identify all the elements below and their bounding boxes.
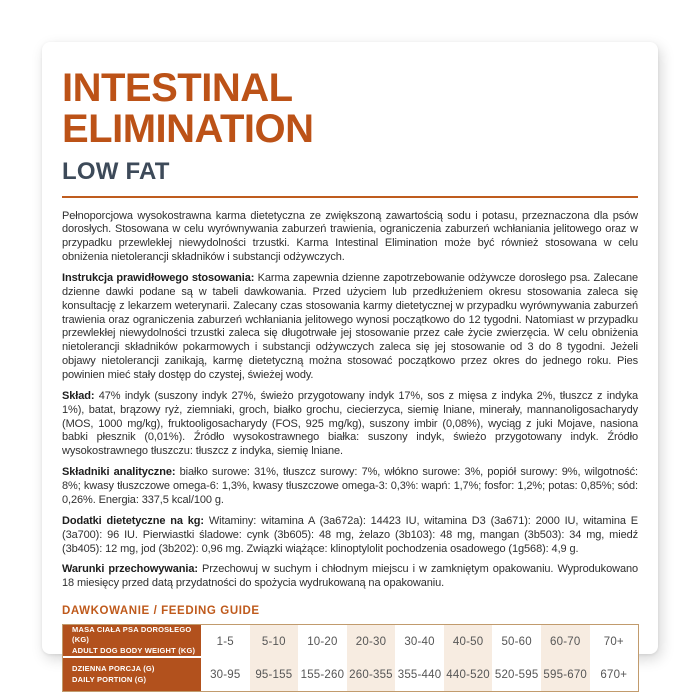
analytical-label: Składniki analityczne:	[62, 466, 176, 479]
portion-cell: 355-440	[395, 658, 444, 691]
weight-row-header-en: ADULT DOG BODY WEIGHT (KG)	[72, 645, 196, 655]
feeding-guide-heading: DAWKOWANIE / FEEDING GUIDE	[62, 605, 260, 618]
portion-row-header-pl: DZIENNA PORCJA (G)	[72, 664, 155, 674]
weight-cell: 5-10	[250, 625, 299, 658]
title-divider	[62, 196, 638, 198]
portion-cell: 260-355	[347, 658, 396, 691]
weight-cell: 60-70	[541, 625, 590, 658]
portion-cell: 670+	[590, 658, 639, 691]
weight-row-header	[63, 625, 201, 658]
weight-cell: 50-60	[492, 625, 541, 658]
weight-row-header-pl: MASA CIAŁA PSA DOROSŁEGO (KG)	[72, 624, 192, 645]
intro-text: Pełnoporcjowa wysokostrawna karma dietetyczna ze zwiększoną zawartością sodu i potasu, przeznaczona dla psów dorosłych. Stosowana w celu wyrównywania zaburzeń trawienia, ograniczenia zaburzeń wchłaniania jelitowego oraz w przypadku przewlekłej niewydolności trzustki. Karma Intestinal Elimination może być również stosowana w celu obniżenia nietolerancji składników i substancji odżywczych.	[62, 209, 638, 264]
intro-paragraph	[62, 210, 638, 265]
feeding-guide-table	[62, 624, 639, 692]
composition-text: 47% indyk (suszony indyk 27%, świeżo przygotowany indyk 17%, sos z mięsa z indyka 2%, tłuszcz z indyka 1%), batat, brązowy ryż, ziemniaki, groch, białko grochu, ciecierzyca, siemię lniane, minerały, mannanoligosacharydy (MOS, 1000 mg/kg), fruktooligosacharydy (FOS, 925 mg/kg), suszony imbir (0,08%), wyciąg z juki Mojave, nasiona babki płesznik (0,01%). Źródło wysokostrawnego białka: suszony indyk, świeżo przygotowany indyk. Źródło wysokostrawnego tłuszczu: tłuszcz z indyka, siemię lniane.	[62, 389, 638, 458]
portion-cell: 520-595	[492, 658, 541, 691]
product-title-line2: ELIMINATION	[62, 106, 314, 151]
portion-cell: 30-95	[201, 658, 250, 691]
product-label-card	[42, 42, 658, 684]
storage-text: Przechowuj w suchym i chłodnym miejscu i w zamkniętym opakowaniu. Wyprodukowano 18 miesięcy przed datą przydatności do spożycia wydrukowaną na opakowaniu.	[62, 563, 638, 590]
storage-label: Warunki przechowywania:	[62, 563, 198, 576]
description-text-block	[62, 210, 638, 591]
weight-cell: 70+	[590, 625, 639, 658]
composition-label: Skład:	[62, 389, 95, 402]
usage-text: Karma zapewnia dzienne zapotrzebowanie odżywcze dorosłego psa. Zalecane dzienne dawki podane są w tabeli dawkowania. Przed użyciem lub przedłużeniem okresu stosowania zaleca się konsultację z lekarzem weterynarii. Zalecany czas stosowania karmy dietetycznej w przypadku wyrównywania zaburzeń trawienia oraz ograniczenia zaburzeń wchłaniania jelitowego wynosi początkowo do 12 tygodni. Natomiast w przypadku przewlekłej niewydolności trzustki zaleca się długotrwałe jej stosowanie przez całe życie zwierzęcia. W celu obniżenia nietolerancji składników pokarmowych i substancji odżywczych zaleca się jej stosowanie od 3 do 8 tygodni. Jeżeli objawy nietolerancji zanikają, karmę dietetyczną można stosować początkowo przez okres do jednego roku. Pies powinien mieć stały dostęp do czystej, świeżej wody.	[62, 272, 638, 382]
weight-cell: 10-20	[298, 625, 347, 658]
analytical-paragraph	[62, 466, 638, 508]
portion-cell: 95-155	[250, 658, 299, 691]
portion-cell: 595-670	[541, 658, 590, 691]
weight-cell: 40-50	[444, 625, 493, 658]
additives-label: Dodatki dietetyczne na kg:	[62, 514, 204, 527]
product-title-line1: INTESTINAL	[62, 66, 293, 110]
weight-cell: 1-5	[201, 625, 250, 658]
product-subtitle: LOW FAT	[62, 157, 170, 185]
composition-paragraph	[62, 390, 638, 459]
feeding-guide-row-portion	[63, 658, 638, 691]
usage-paragraph	[62, 272, 638, 383]
portion-row-header-en: DAILY PORTION (G)	[72, 674, 147, 684]
portion-cell: 155-260	[298, 658, 347, 691]
product-title	[62, 68, 638, 150]
weight-cell: 20-30	[347, 625, 396, 658]
feeding-guide-row-weight	[63, 625, 638, 658]
analytical-text: białko surowe: 31%, tłuszcz surowy: 7%, włókno surowe: 3%, popiół surowy: 9%, wilgotność: 8%; kwasy tłuszczowe omega-6: 1,3%, kwasy tłuszczowe omega-3: 0,3%: wapń: 1,7%; fosfor: 1,2%; potas: 0,85%; sód: 0,26%. Energia: 337,5 kcal/100 g.	[62, 466, 638, 506]
additives-paragraph	[62, 515, 638, 557]
usage-label: Instrukcja prawidłowego stosowania:	[62, 272, 255, 285]
storage-paragraph	[62, 563, 638, 591]
portion-cell: 440-520	[444, 658, 493, 691]
portion-row-header	[63, 658, 201, 691]
weight-cell: 30-40	[395, 625, 444, 658]
additives-text: Witaminy: witamina A (3a672a): 14423 IU, witamina D3 (3a671): 2000 IU, witamina E (3a700): 96 IU. Pierwiastki śladowe: cynk (3b605): 48 mg, żelazo (3b103): 48 mg, mangan (3b503): 34 mg, miedź (3b405): 12 mg, jod (3b202): 0,96 mg. Związki wiążące: klinoptylolit pochodzenia osadowego (1g568): 4,9 g.	[62, 514, 638, 555]
